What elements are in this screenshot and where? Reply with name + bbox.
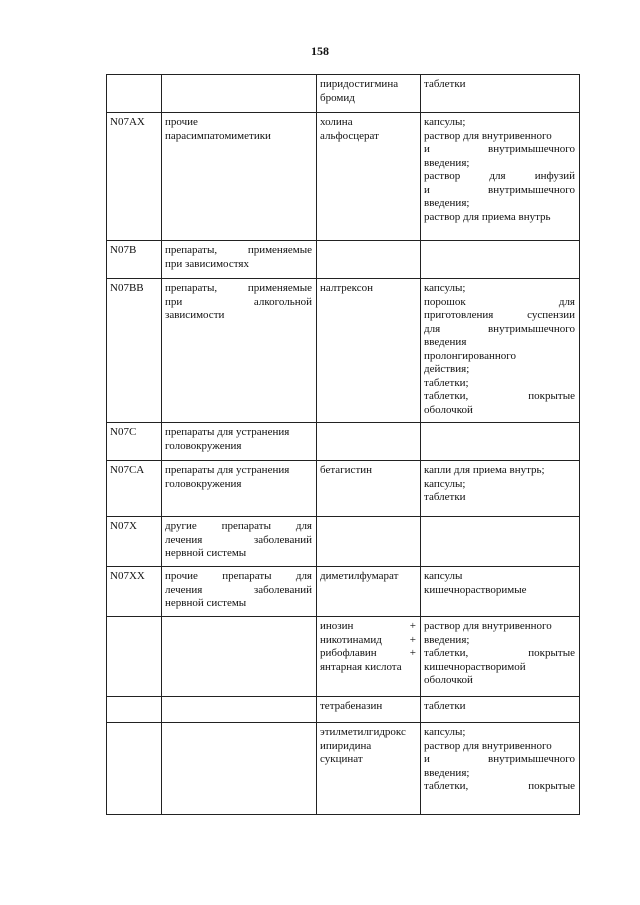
group-name-cell [162,423,317,461]
table-row [107,75,580,113]
drug-name-cell [317,567,421,617]
group-name-line: препараты, применяемые [165,244,312,256]
dosage-form-cell [421,567,580,617]
group-name-line: парасимпатомиметики [165,129,271,142]
dosage-form-cell [421,75,580,113]
dosage-form-line: капсулы; [424,477,466,490]
dosage-form-line: таблетки [424,491,466,503]
atc-code-cell [107,617,162,697]
dosage-form-line: введения; [424,156,470,169]
drug-name-line: этилметилгидрокс [320,726,406,738]
dosage-form-line: капсулы; [424,726,466,738]
table-row [107,697,580,723]
drug-table-body [107,75,580,815]
drug-name-line: сукцинат [320,753,363,765]
table-row [107,723,580,815]
table-row [107,113,580,241]
group-name-line: препараты для устранения [165,426,290,438]
group-name-cell [162,113,317,241]
group-name-line: лечения заболеваний [165,533,312,546]
dosage-form-line: раствор для внутривенного [424,129,552,142]
dosage-form-cell [421,279,580,423]
dosage-form-line: введения; [424,766,470,779]
drug-name-line: никотинамид + [320,633,416,646]
drug-name-line: альфосцерат [320,129,379,142]
dosage-form-line: действия; [424,363,470,375]
dosage-form-line: раствор для внутривенного [424,739,552,752]
dosage-form-line: кишечнорастворимые [424,583,527,596]
page-number: 158 [311,44,329,58]
dosage-form-line: введения [424,336,467,348]
drug-name-line: тетрабеназин [320,700,383,712]
dosage-form-cell [421,517,580,567]
group-name-cell [162,723,317,815]
drug-name-cell [317,241,421,279]
drug-name-cell [317,517,421,567]
group-name-line: головокружения [165,439,242,452]
dosage-form-line: капсулы; [424,116,466,128]
group-name-line: нервной системы [165,547,247,559]
dosage-form-line: таблетки, покрытые [424,780,575,792]
dosage-form-cell [421,461,580,517]
dosage-form-line: таблетки [424,78,466,90]
group-name-line: лечения заболеваний [165,583,312,596]
drug-name-line: рибофлавин + [320,647,416,659]
dosage-form-line: таблетки; [424,376,469,389]
atc-code-cell: N07B [107,241,162,279]
dosage-form-line: для внутримышечного [424,322,575,335]
group-name-cell [162,567,317,617]
atc-code-cell [107,723,162,815]
atc-code-cell: N07X [107,517,162,567]
table-row [107,279,580,423]
dosage-form-line: пролонгированного [424,349,516,362]
table-row [107,461,580,517]
dosage-form-cell [421,617,580,697]
drug-name-line: пиридостигмина [320,78,399,90]
dosage-form-cell [421,423,580,461]
drug-name-line: янтарная кислота [320,660,402,673]
drug-table [106,74,580,815]
drug-name-line: бетагистин [320,464,373,476]
drug-name-cell [317,75,421,113]
group-name-line: при зависимостях [165,257,249,270]
atc-code-cell: N07C [107,423,162,461]
drug-name-line: инозин + [320,620,416,632]
drug-name-cell [317,617,421,697]
drug-name-cell [317,279,421,423]
dosage-form-line: капли для приема внутрь; [424,464,545,476]
dosage-form-line: порошок для [424,295,575,308]
group-name-line: препараты, применяемые [165,282,312,294]
dosage-form-cell [421,723,580,815]
group-name-line: прочие [165,116,198,128]
table-row [107,617,580,697]
group-name-cell [162,279,317,423]
group-name-line: зависимости [165,309,225,321]
drug-name-cell [317,461,421,517]
dosage-form-line: капсулы [424,570,463,582]
dosage-form-line: кишечнорастворимой [424,660,526,673]
group-name-line: другие препараты для [165,520,312,532]
drug-name-cell [317,723,421,815]
atc-code-cell: N07XX [107,567,162,617]
atc-code-cell: N07AX [107,113,162,241]
dosage-form-line: раствор для внутривенного [424,620,552,632]
dosage-form-line: введения; [424,633,470,646]
dosage-form-line: таблетки, покрытые [424,647,575,659]
dosage-form-line: раствор для инфузий [424,170,575,182]
table-row [107,423,580,461]
dosage-form-line: приготовления суспензии [424,309,575,321]
dosage-form-line: раствор для приема внутрь [424,210,551,223]
group-name-cell [162,75,317,113]
atc-code-cell [107,697,162,723]
group-name-cell [162,617,317,697]
dosage-form-cell [421,113,580,241]
group-name-cell [162,461,317,517]
drug-name-line: налтрексон [320,282,374,294]
group-name-line: нервной системы [165,597,247,609]
group-name-line: при алкогольной [165,295,312,308]
dosage-form-line: и внутримышечного [424,183,575,196]
dosage-form-line: оболочкой [424,674,473,686]
drug-name-cell [317,113,421,241]
drug-name-cell [317,423,421,461]
dosage-form-cell [421,241,580,279]
table-row [107,567,580,617]
dosage-form-line: таблетки [424,700,466,712]
group-name-line: препараты для устранения [165,464,290,476]
drug-name-cell [317,697,421,723]
group-name-line: прочие препараты для [165,570,312,582]
table-row [107,517,580,567]
group-name-cell [162,517,317,567]
drug-name-line: холина [320,116,353,128]
drug-name-line: бромид [320,91,355,104]
group-name-cell [162,241,317,279]
dosage-form-cell [421,697,580,723]
atc-code-cell: N07BB [107,279,162,423]
group-name-line: головокружения [165,477,242,490]
drug-name-line: ипиридина [320,739,372,752]
atc-code-cell [107,75,162,113]
dosage-form-line: и внутримышечного [424,143,575,155]
dosage-form-line: таблетки, покрытые [424,390,575,402]
dosage-form-line: и внутримышечного [424,753,575,765]
drug-name-line: диметилфумарат [320,570,399,582]
dosage-form-line: капсулы; [424,282,466,294]
dosage-form-line: оболочкой [424,403,473,416]
table-row [107,241,580,279]
dosage-form-line: введения; [424,197,470,209]
atc-code-cell: N07CA [107,461,162,517]
group-name-cell [162,697,317,723]
